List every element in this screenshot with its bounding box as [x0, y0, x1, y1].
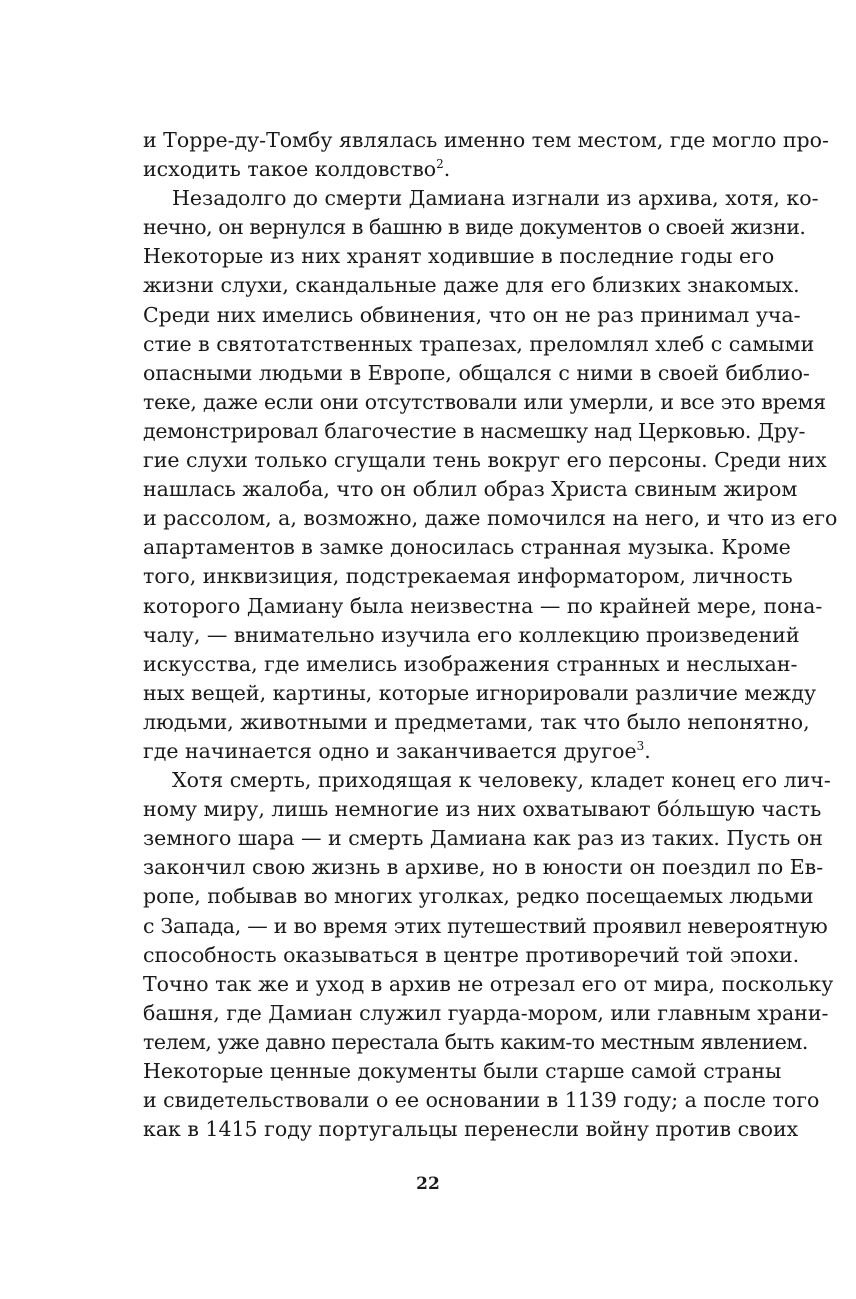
text-line: стие в святотатственных трапезах, преломлял хлеб с самыми: [143, 331, 815, 356]
text-line: ропе, побывав во многих уголках, редко посещаемых людьми: [143, 884, 814, 909]
text-line: гие слухи только сгущали тень вокруг его персоны. Среди них: [143, 448, 827, 473]
text-line: Некоторые ценные документы были старше самой страны: [143, 1059, 782, 1083]
text-line: телем, уже давно перестала быть каким-то местным явлением.: [143, 1029, 808, 1054]
text-line: апартаментов в замке доносилась странная музыка. Кроме: [143, 535, 791, 560]
text-line: которого Дамиану была неизвестна — по крайней мере, пона-: [143, 593, 823, 618]
text-line: искусства, где имелись изображения странных и неслыхан-: [143, 651, 798, 676]
text-line: Точно так же и уход в архив не отрезал его от мира, поскольку: [143, 971, 834, 996]
text-line: демонстрировал благочестие в насмешку над Церковью. Дру-: [143, 418, 806, 443]
text-line: Незадолго до смерти Дамиана изгнали из архива, хотя, ко-: [172, 186, 819, 211]
text-line: людьми, животными и предметами, так что было непонятно,: [143, 709, 810, 734]
text-line: где начинается одно и заканчивается другое$^3$.: [143, 738, 651, 763]
text-line: как в 1415 году португальцы перенесли войну против своих: [143, 1117, 799, 1142]
footnote-marker[interactable]: 3: [636, 739, 645, 754]
text-line: Хотя смерть, приходящая к человеку, кладет конец его лич-: [172, 768, 831, 793]
text-line: земного шара — и смерть Дамиана как раз из таких. Пусть он: [143, 826, 823, 851]
text-line: Среди них имелись обвинения, что он не раз принимал уча-: [143, 302, 801, 327]
text-line: нечно, он вернулся в башню в виде документов о своей жизни.: [143, 215, 806, 240]
paragraph: [143, 766, 834, 1144]
text-line: чалу, — внимательно изучила его коллекцию произведений: [143, 622, 800, 647]
text-line: способность оказываться в центре противоречий той эпохи.: [143, 942, 800, 967]
text-line: и Торре-ду-Томбу являлась именно тем местом, где могло про-: [143, 128, 829, 152]
text-line: ному миру, лишь немногие из них охватывают бóльшую часть: [143, 797, 822, 822]
text-line: башня, где Дамиан служил гуарда-мором, или главным храни-: [143, 1000, 829, 1025]
footnote-marker[interactable]: 2: [436, 157, 444, 172]
text-line: и рассолом, а, возможно, даже помочился на него, и что из его: [143, 506, 838, 531]
text-line: того, инквизиция, подстрекаемая информатором, личность: [143, 564, 793, 589]
text-line: нашлась жалоба, что он облил образ Христа свиным жиром: [143, 477, 798, 502]
text-line: жизни слухи, скандальные даже для его близких знакомых.: [143, 273, 800, 298]
body-text: [143, 126, 838, 1144]
paragraph: [143, 126, 829, 184]
text-line: ных вещей, картины, которые игнорировали различие между: [143, 680, 817, 705]
page-number: 22: [416, 1174, 440, 1194]
text-line: Некоторые из них хранят ходившие в последние годы его: [143, 244, 775, 269]
text-line: и свидетельствовали о ее основании в 1139 году; а после того: [143, 1088, 820, 1113]
text-line: закончил свою жизнь в архиве, но в юности он поездил по Ев-: [143, 855, 824, 880]
paragraph: [143, 184, 838, 766]
text-line: с Запада, — и во время этих путешествий проявил невероятную: [143, 913, 828, 938]
text-line: теке, даже если они отсутствовали или умерли, и все это время: [143, 389, 826, 414]
text-line: исходить такое колдовство$^2$.: [143, 157, 451, 182]
text-line: опасными людьми в Европе, общался с ними в своей библио-: [143, 360, 810, 385]
